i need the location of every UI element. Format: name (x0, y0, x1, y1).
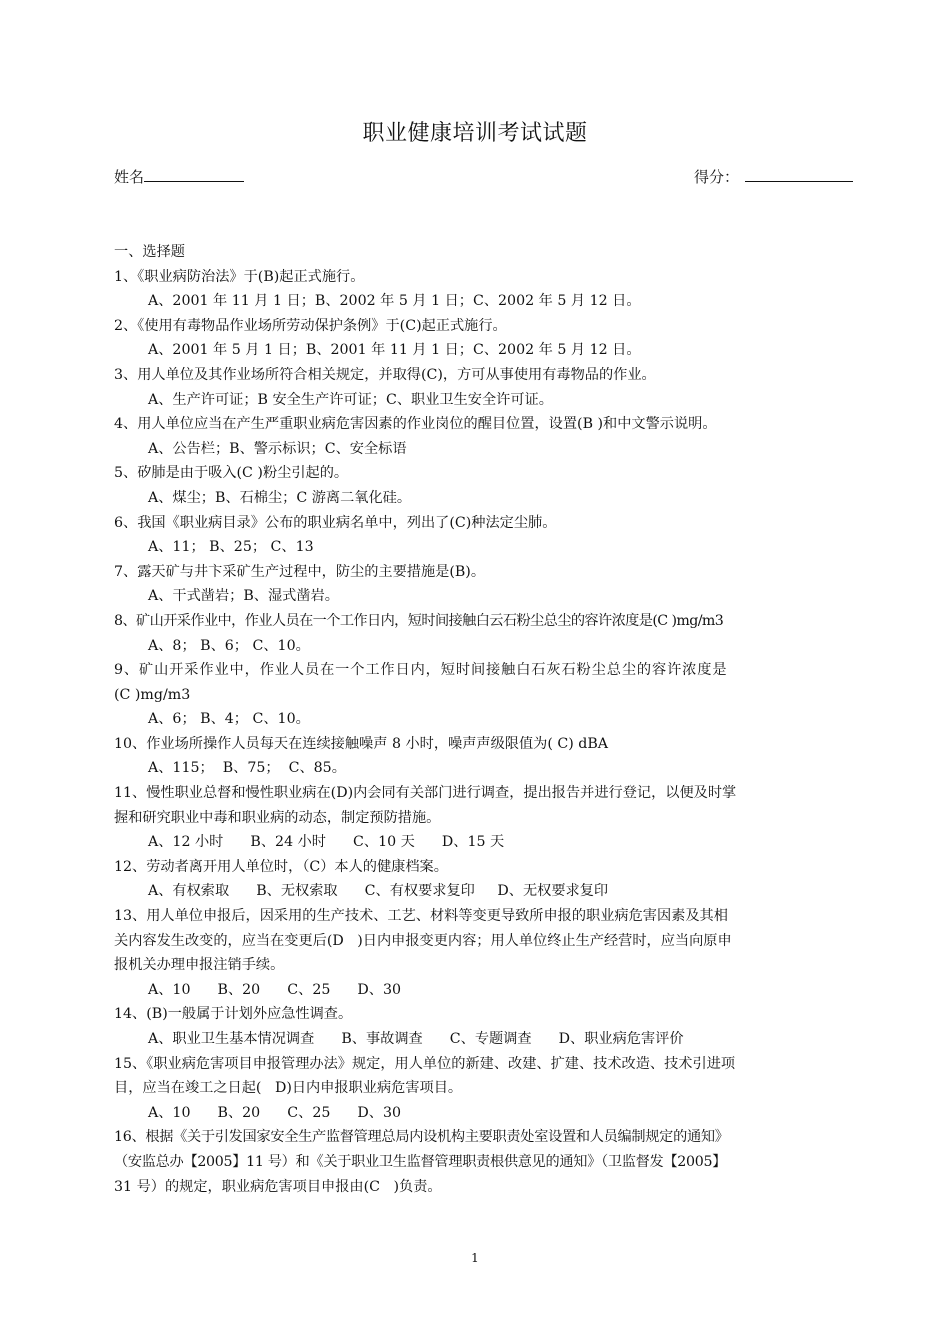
name-blank-line[interactable] (144, 167, 244, 182)
question-13-line-3: 报机关办理申报注销手续。 (114, 957, 285, 974)
question-13-options: A、10 B、20 C、25 D、30 (148, 981, 402, 998)
question-11-line-1: 11、慢性职业总督和慢性职业病在(D)内会同有关部门进行调查，提出报告并进行登记，以便及时掌 (114, 785, 737, 802)
question-6: 6、我国《职业病目录》公布的职业病名单中，列出了(C)种法定尘肺。 (114, 514, 557, 531)
question-9-line-1: 9、矿山开采作业中，作业人员在一个工作日内，短时间接触白石灰石粉尘总尘的容许浓度是 (114, 662, 728, 679)
question-4-options: A、公告栏；B、警示标识；C、安全标语 (148, 440, 407, 457)
question-14: 14、(B)一般属于计划外应急性调查。 (114, 1006, 353, 1023)
question-12: 12、劳动者离开用人单位时，（C）本人的健康档案。 (114, 858, 448, 875)
question-9-line-2: (C )mg/m3 (114, 686, 191, 703)
question-list (114, 240, 840, 1199)
question-8: 8、矿山开采作业中，作业人员在一个工作日内，短时间接触白云石粉尘总尘的容许浓度是(C )mg/m3 (114, 612, 724, 629)
question-16-line-1: 16、根据《关于引发国家安全生产监督管理总局内设机构主要职责处室设置和人员编制规定的通知》 (114, 1129, 729, 1146)
question-16-line-3: 31 号）的规定，职业病危害项目申报由(C )负责。 (114, 1178, 442, 1195)
section-heading: 一、选择题 (114, 244, 185, 260)
question-16-line-2: （安监总办【2005】11 号）和《关于职业卫生监督管理职责根供意见的通知》（卫监督发【2005】 (114, 1153, 727, 1170)
question-8-options: A、8； B、6； C、10。 (148, 637, 310, 654)
page-number: 1 (471, 1251, 479, 1265)
question-13-line-2: 关内容发生改变的，应当在变更后(D )日内申报变更内容；用人单位终止生产经营时，应当向原申 (114, 932, 732, 949)
question-3-options: A、生产许可证；B 安全生产许可证；C、职业卫生安全许可证。 (148, 391, 553, 408)
question-3: 3、用人单位及其作业场所符合相关规定，并取得(C)，方可从事使用有毒物品的作业。 (114, 366, 656, 383)
question-2: 2、《使用有毒物品作业场所劳动保护条例》于(C)起正式施行。 (114, 317, 507, 334)
question-13-line-1: 13、用人单位申报后，因采用的生产技术、工艺、材料等变更导致所申报的职业病危害因素及其相 (114, 908, 728, 925)
name-field (114, 166, 244, 187)
question-15-line-1: 15、《职业病危害项目申报管理办法》规定，用人单位的新建、改建、扩建、技术改造、技术引进项 (114, 1055, 736, 1072)
question-1-options: A、2001 年 11 月 1 日；B、2002 年 5 月 1 日；C、2002 年 5 月 12 日。 (148, 293, 641, 310)
question-4: 4、用人单位应当在产生严重职业病危害因素的作业岗位的醒目位置，设置(B )和中文警示说明。 (114, 416, 717, 433)
question-14-options: A、职业卫生基本情况调查 B、事故调查 C、专题调查 D、职业病危害评价 (148, 1031, 684, 1047)
question-10: 10、作业场所操作人员每天在连续接触噪声 8 小时，噪声声级限值为( C) dBA (114, 735, 609, 752)
name-label: 姓名 (114, 168, 145, 186)
question-15-line-2: 目，应当在竣工之日起( D)日内申报职业病危害项目。 (114, 1080, 463, 1097)
score-field (694, 166, 853, 187)
question-6-options: A、11； B、25； C、13 (148, 539, 314, 556)
score-label: 得分： (694, 168, 740, 186)
question-10-options: A、115； B、75； C、85。 (148, 760, 346, 777)
question-7-options: A、干式凿岩；B、湿式凿岩。 (148, 588, 339, 605)
question-11-line-2: 握和研究职业中毒和职业病的动态，制定预防措施。 (114, 809, 441, 826)
question-12-options: A、有权索取 B、无权索取 C、有权要求复印 D、无权要求复印 (148, 883, 609, 900)
question-7: 7、露天矿与井卞采矿生产过程中，防尘的主要措施是(B)。 (114, 563, 486, 580)
question-5: 5、矽肺是由于吸入(C )粉尘引起的。 (114, 465, 349, 482)
question-11-options: A、12 小时 B、24 小时 C、10 天 D、15 天 (148, 834, 505, 851)
document-title: 职业健康培训考试试题 (362, 121, 588, 146)
question-5-options: A、煤尘；B、石棉尘；C 游离二氧化硅。 (148, 489, 412, 506)
score-blank-line[interactable] (745, 167, 853, 182)
question-9-options: A、6； B、4； C、10。 (148, 711, 310, 728)
question-15-options: A、10 B、20 C、25 D、30 (148, 1104, 402, 1121)
question-2-options: A、2001 年 5 月 1 日；B、2001 年 11 月 1 日；C、2002 年 5 月 12 日。 (148, 342, 641, 359)
question-1: 1、《职业病防治法》于(B)起正式施行。 (114, 268, 365, 285)
